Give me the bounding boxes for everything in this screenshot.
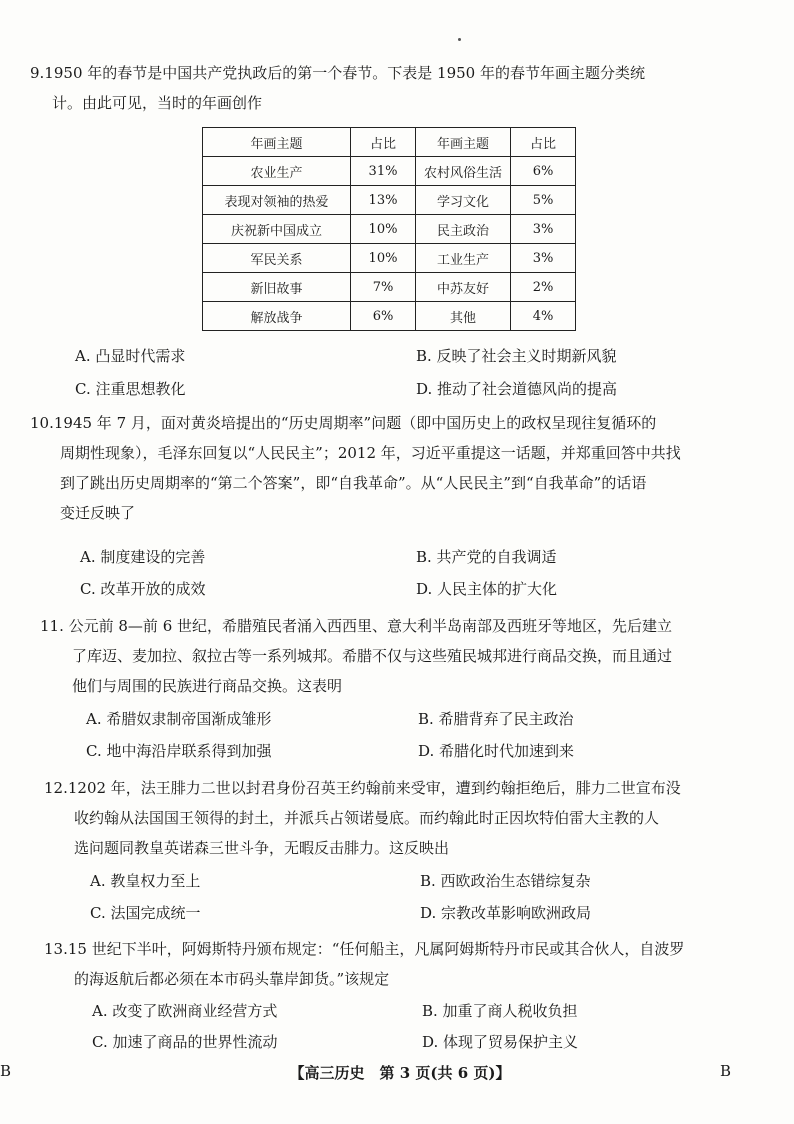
question-12 [44, 773, 681, 863]
table-cell: 31% [351, 157, 416, 186]
table-row [203, 215, 576, 244]
option-12-a[interactable]: A. 教皇权力至上 [90, 872, 201, 890]
table-row [203, 157, 576, 186]
table-row [203, 244, 576, 273]
question-11 [40, 611, 672, 701]
table-cell: 13% [351, 186, 416, 215]
question-10-line-4: 变迁反映了 [60, 504, 136, 522]
table-cell: 农业生产 [203, 157, 351, 186]
table-cell: 10% [351, 215, 416, 244]
table-header-cell: 占比 [511, 128, 576, 157]
question-13-line-2: 的海返航后都必须在本市码头靠岸卸货。”该规定 [74, 970, 390, 988]
option-10-c[interactable]: C. 改革开放的成效 [80, 580, 206, 598]
option-10-a[interactable]: A. 制度建设的完善 [80, 548, 206, 566]
table-header-row [203, 128, 576, 157]
option-9-d[interactable]: D. 推动了社会道德风尚的提高 [416, 380, 618, 398]
option-13-b[interactable]: B. 加重了商人税收负担 [422, 1002, 578, 1020]
option-9-a[interactable]: A. 凸显时代需求 [75, 347, 186, 365]
question-12-line-3: 选问题同教皇英诺森三世斗争，无暇反击腓力。这反映出 [74, 839, 450, 857]
question-10 [30, 408, 681, 528]
question-9 [30, 58, 645, 118]
question-11-line-1: 11. 公元前 8—前 6 世纪，希腊殖民者涌入西西里、意大利半岛南部及西班牙等地区，先后建立 [40, 617, 673, 635]
table-row [203, 302, 576, 331]
question-12-line-1: 12.1202 年，法王腓力二世以封君身份召英王约翰前来受审，遭到约翰拒绝后，腓力二世宣布没 [44, 779, 681, 797]
table-cell: 新旧故事 [203, 273, 351, 302]
table-cell: 工业生产 [416, 244, 511, 273]
print-dot [458, 38, 461, 41]
option-11-c[interactable]: C. 地中海沿岸联系得到加强 [86, 742, 272, 760]
table-cell: 5% [511, 186, 576, 215]
table-cell: 10% [351, 244, 416, 273]
option-13-d[interactable]: D. 体现了贸易保护主义 [422, 1033, 579, 1051]
table-cell: 军民关系 [203, 244, 351, 273]
table-cell: 3% [511, 244, 576, 273]
table-header-cell: 年画主题 [416, 128, 511, 157]
table-cell: 庆祝新中国成立 [203, 215, 351, 244]
option-11-d[interactable]: D. 希腊化时代加速到来 [418, 742, 575, 760]
table-cell: 4% [511, 302, 576, 331]
table-header-cell: 年画主题 [203, 128, 351, 157]
table-row [203, 186, 576, 215]
table-cell: 其他 [416, 302, 511, 331]
option-10-d[interactable]: D. 人民主体的扩大化 [416, 580, 558, 598]
table-cell: 中苏友好 [416, 273, 511, 302]
question-10-line-2: 周期性现象），毛泽东回复以“人民民主”；2012 年，习近平重提这一话题，并郑重回答中共找 [60, 444, 681, 462]
table-cell: 农村风俗生活 [416, 157, 511, 186]
option-10-b[interactable]: B. 共产党的自我调适 [416, 548, 557, 566]
table-cell: 解放战争 [203, 302, 351, 331]
table-cell: 2% [511, 273, 576, 302]
question-10-line-1: 10.1945 年 7 月，面对黄炎培提出的“历史周期率”问题（即中国历史上的政权呈现往复循环的 [30, 414, 657, 432]
option-11-b[interactable]: B. 希腊背弃了民主政治 [418, 710, 574, 728]
option-13-a[interactable]: A. 改变了欧洲商业经营方式 [92, 1002, 278, 1020]
question-11-line-2: 了库迈、麦加拉、叙拉古等一系列城邦。希腊不仅与这些殖民城邦进行商品交换，而且通过 [72, 647, 673, 665]
option-9-c[interactable]: C. 注重思想教化 [75, 380, 186, 398]
table-cell: 民主政治 [416, 215, 511, 244]
footer-left-mark: B [0, 1062, 12, 1080]
question-10-line-3: 到了跳出历史周期率的“第二个答案”，即“自我革命”。从“人民民主”到“自我革命”的话语 [60, 474, 647, 492]
table-cell: 6% [511, 157, 576, 186]
q9-theme-table [202, 127, 576, 331]
table-row [203, 273, 576, 302]
question-12-line-2: 收约翰从法国国王领得的封土，并派兵占领诺曼底。而约翰此时正因坎特伯雷大主教的人 [74, 809, 660, 827]
table-header-cell: 占比 [351, 128, 416, 157]
option-11-a[interactable]: A. 希腊奴隶制帝国渐成雏形 [86, 710, 272, 728]
question-11-line-3: 他们与周围的民族进行商品交换。这表明 [72, 677, 343, 695]
table-cell: 7% [351, 273, 416, 302]
footer-right-mark: B [720, 1062, 732, 1080]
table-cell: 3% [511, 215, 576, 244]
question-9-line-2: 计。由此可见，当时的年画创作 [52, 94, 263, 112]
table-cell: 学习文化 [416, 186, 511, 215]
question-13-line-1: 13.15 世纪下半叶，阿姆斯特丹颁布规定：“任何船主，凡属阿姆斯特丹市民或其合伙人，自波罗 [44, 940, 685, 958]
option-9-b[interactable]: B. 反映了社会主义时期新风貌 [416, 347, 617, 365]
question-13 [44, 934, 684, 994]
table-cell: 表现对领袖的热爱 [203, 186, 351, 215]
option-12-d[interactable]: D. 宗教改革影响欧洲政局 [420, 904, 592, 922]
footer-page-info: 【高三历史 第 3 页(共 6 页)】 [289, 1064, 511, 1082]
table-cell: 6% [351, 302, 416, 331]
option-12-c[interactable]: C. 法国完成统一 [90, 904, 201, 922]
option-12-b[interactable]: B. 西欧政治生态错综复杂 [420, 872, 591, 890]
option-13-c[interactable]: C. 加速了商品的世界性流动 [92, 1033, 278, 1051]
question-9-line-1: 9.1950 年的春节是中国共产党执政后的第一个春节。下表是 1950 年的春节年画主题分类统 [30, 64, 645, 82]
